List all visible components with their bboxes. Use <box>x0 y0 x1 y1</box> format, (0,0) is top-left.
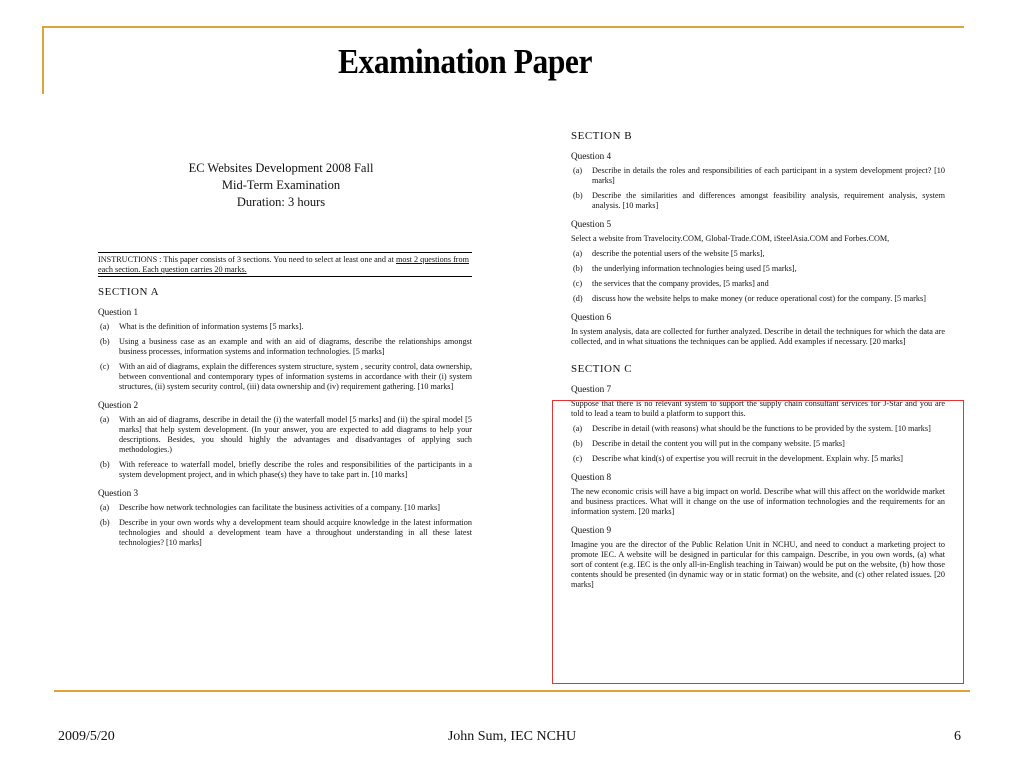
question-title: Question 3 <box>98 488 139 498</box>
question-text: The new economic crisis will have a big impact on world. Describe what will this affect on the worldwide market and business practices. What will it change on the use of information technologies and the requirements for an information system. [20 marks] <box>571 487 945 516</box>
item-text: Describe in detail (with reasons) what should be the functions to be provided by the system. [10 marks] <box>592 424 931 433</box>
item-text: discuss how the website helps to make money (or reduce operational cost) for the company. [5 marks] <box>592 294 926 303</box>
left-rule <box>42 26 44 94</box>
item-text: Using a business case as an example and with an aid of diagrams, describe the relationships amongst business processes, information systems and information technologies. [5 marks] <box>119 337 472 356</box>
section-c-highlight-box <box>552 400 964 684</box>
item-label: (b) <box>573 264 583 273</box>
item-text: Describe in detail the content you will put in the company website. [5 marks] <box>592 439 845 448</box>
question-intro: Select a website from Travelocity.COM, Global-Trade.COM, iSteelAsia.COM and Forbes.COM, <box>571 234 890 243</box>
item-text: Describe what kind(s) of expertise you will recruit in the development. Explain why. [5 marks] <box>592 454 903 463</box>
slide-title: Examination Paper <box>338 42 592 81</box>
item-label: (c) <box>100 362 110 371</box>
instructions-text: This paper consists of 3 sections. You need to select at least one and at <box>161 255 396 264</box>
footer-page-number: 6 <box>954 729 961 744</box>
item-text: With an aid of diagrams, explain the differences system structure, system , security control, data ownership, between conventional and contemporary types of information systems in accordance with their (i) system structures, (ii) system security control, (iii) data ownership and (iv) requirement gathering. [10 marks] <box>119 362 472 391</box>
question-item <box>100 415 472 455</box>
item-label: (a) <box>573 249 583 258</box>
course-title: EC Websites Development 2008 Fall <box>188 161 374 175</box>
item-label: (a) <box>573 424 583 433</box>
question-title: Question 8 <box>571 472 612 482</box>
item-label: (a) <box>100 503 110 512</box>
question-text: Imagine you are the director of the Public Relation Unit in NCHU, and need to conduct a marketing project to promote IEC. A website will be designed in particular for this campaign. Describe, in you own words, (a) what sort of content (e.g. IEC is the only all-in-English teaching in Taiwan) would be put on the website, (b) how those contents should be presented (in dynamic way or in static format) on the website, and (c) other related issues. [20 marks] <box>571 540 945 589</box>
item-label: (a) <box>100 322 110 331</box>
item-text: Describe how network technologies can facilitate the business activities of a company. [10 marks] <box>119 503 440 512</box>
question-item <box>100 322 472 332</box>
top-rule <box>44 26 964 28</box>
item-label: (a) <box>573 166 583 175</box>
item-text: Describe in details the roles and responsibilities of each participant in a system development project? [10 marks] <box>592 166 945 185</box>
section-b-title: SECTION B <box>571 130 633 142</box>
item-text: Describe in your own words why a development team should acquire knowledge in the latest information technologies and should a development team have a throughout understanding in all these latest technologies? [10 marks] <box>119 518 472 547</box>
item-label: (b) <box>100 460 110 469</box>
exam-duration: Duration: 3 hours <box>236 195 326 209</box>
question-item <box>100 503 472 513</box>
question-item <box>573 166 945 186</box>
item-label: (b) <box>573 191 583 200</box>
item-text: the services that the company provides, [5 marks] and <box>592 279 769 288</box>
question-intro: Suppose that there is no relevant system to support the supply chain consultant services for J-Star and you are told to lead a team to build a platform to support this. <box>571 399 945 418</box>
question-title: Question 7 <box>571 384 612 394</box>
item-text: the underlying information technologies being used [5 marks], <box>592 264 797 273</box>
question-title: Question 1 <box>98 307 139 317</box>
item-label: (b) <box>573 439 583 448</box>
question-item <box>573 191 945 211</box>
question-title: Question 4 <box>571 151 612 161</box>
item-label: (b) <box>100 518 110 527</box>
item-text: With refereace to waterfall model, briefly describe the roles and responsibilities of the participants in a system development project, and in which phase(s) they have to take part in. [10 marks] <box>119 460 472 479</box>
question-title: Question 2 <box>98 400 139 410</box>
item-label: (c) <box>573 279 583 288</box>
section-c-title: SECTION C <box>571 363 633 375</box>
question-item <box>573 279 945 289</box>
item-label: (a) <box>100 415 110 424</box>
item-text: With an aid of diagrams, describe in detail the (i) the waterfall model [5 marks] and (ii) the spiral model [5 marks] that help system development. (In your answer, you are expected to add diagrams to help your descriptions. Besides, you should highly the advantages and disadvantages of applying such methodologies.) <box>119 415 472 454</box>
question-title: Question 5 <box>571 219 612 229</box>
question-item <box>100 460 472 480</box>
instructions <box>98 252 472 277</box>
item-text: What is the definition of information systems [5 marks]. <box>119 322 304 331</box>
footer-author: John Sum, IEC NCHU <box>447 729 577 744</box>
item-label: (b) <box>100 337 110 346</box>
item-label: (c) <box>573 454 583 463</box>
question-title: Question 6 <box>571 312 612 322</box>
exam-header <box>90 160 472 211</box>
instructions-lead: INSTRUCTIONS : <box>98 255 162 264</box>
section-a-title: SECTION A <box>98 286 160 298</box>
exam-page-left <box>98 160 472 553</box>
item-text: describe the potential users of the website [5 marks], <box>592 249 765 258</box>
question-item <box>573 249 945 259</box>
question-title: Question 9 <box>571 525 612 535</box>
question-item <box>100 337 472 357</box>
instructions-underlined: most 2 questions from each section. Each question carries 20 marks. <box>98 255 469 274</box>
item-label: (d) <box>573 294 583 303</box>
question-item <box>573 294 945 304</box>
question-text: In system analysis, data are collected for further analyzed. Describe in detail the techniques for which the data are collected, and in what situations the techniques can be applied. Add examples if necessary. [20 marks] <box>571 327 945 346</box>
question-item <box>573 264 945 274</box>
footer-date: 2009/5/20 <box>58 729 115 744</box>
bottom-rule <box>54 690 970 692</box>
question-item <box>100 518 472 548</box>
exam-type: Mid-Term Examination <box>221 178 341 192</box>
question-item <box>100 362 472 392</box>
item-text: Describe the similarities and differences amongst feasibility analysis, requirement analysis, system analysis. [10 marks] <box>592 191 945 210</box>
